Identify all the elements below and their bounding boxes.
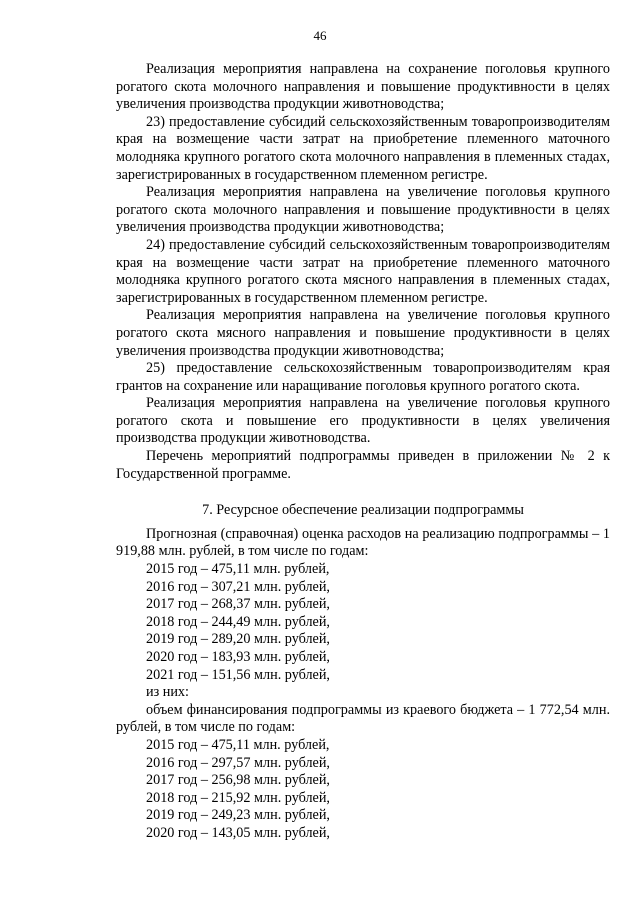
paragraph: Перечень мероприятий подпрограммы приведен в приложении № 2 к Государственной программе. bbox=[116, 448, 610, 482]
forecast-year-item: 2020 год – 183,93 млн. рублей, bbox=[146, 649, 330, 665]
forecast-year-item: 2018 год – 244,49 млн. рублей, bbox=[146, 613, 330, 630]
regional-year-item: 2016 год – 297,57 млн. рублей, bbox=[146, 754, 330, 771]
forecast-year-item: 2021 год – 151,56 млн. рублей, bbox=[146, 666, 330, 683]
paragraph: 23) предоставление субсидий сельскохозяйственным товаропроизводителям края на возмещение части затрат на приобретение племенного маточного молодняка крупного рогатого скота молочного направления в племенных стадах, зарегистрированных в государственном племенном регистре. bbox=[116, 113, 610, 183]
forecast-year-item: 2015 год – 475,11 млн. рублей, bbox=[146, 561, 330, 578]
regional-year-item: 2017 год – 256,98 млн. рублей, bbox=[146, 772, 330, 789]
paragraph: 24) предоставление субсидий сельскохозяйственным товаропроизводителям края на возмещение части затрат на приобретение племенного маточного молодняка крупного рогатого скота мясного направления в племенных стадах, зарегистрированных в государственном племенном регистре. bbox=[116, 236, 610, 306]
forecast-year-item: 2019 год – 289,20 млн. рублей, bbox=[146, 631, 330, 648]
of-them-label: из них: bbox=[146, 684, 189, 701]
regional-year-item: 2019 год – 249,23 млн. рублей, bbox=[146, 807, 330, 824]
regional-year-item: 2018 год – 215,92 млн. рублей, bbox=[146, 789, 330, 806]
regional-budget-intro: объем финансирования подпрограммы из краевого бюджета – 1 772,54 млн. рублей, в том числе по годам: bbox=[116, 701, 610, 736]
forecast-year-item: 2017 год – 268,37 млн. рублей, bbox=[146, 596, 330, 613]
regional-year-item: 2015 год – 475,11 млн. рублей, bbox=[146, 736, 330, 753]
page-number: 46 bbox=[313, 28, 327, 43]
paragraph: Реализация мероприятия направлена на сохранение поголовья крупного рогатого скота молочного направления и повышение продуктивности в целях увеличения производства продукции животноводства; bbox=[116, 61, 610, 113]
regional-year-item: 2020 год – 143,05 млн. рублей, bbox=[146, 824, 330, 841]
document-body bbox=[116, 61, 610, 843]
paragraph: Реализация мероприятия направлена на увеличение поголовья крупного рогатого скота мясного направления и повышение продуктивности в целях увеличения производства продукции животноводства; bbox=[116, 307, 610, 359]
forecast-year-item: 2016 год – 307,21 млн. рублей, bbox=[146, 578, 330, 595]
forecast-intro: Прогнозная (справочная) оценка расходов на реализацию подпрограммы – 1 919,88 млн. рублей, в том числе по годам: bbox=[116, 525, 610, 560]
paragraph: Реализация мероприятия направлена на увеличение поголовья крупного рогатого скота и повышение его продуктивности в целях увеличения производства продукции животноводства. bbox=[116, 395, 610, 447]
section-heading: 7. Ресурсное обеспечение реализации подпрограммы bbox=[202, 502, 524, 519]
paragraph: 25) предоставление сельскохозяйственным товаропроизводителям края грантов на сохранение или наращивание поголовья крупного рогатого скота. bbox=[116, 360, 610, 394]
paragraph: Реализация мероприятия направлена на увеличение поголовья крупного рогатого скота молочного направления и повышение продуктивности в целях увеличения производства продукции животноводства; bbox=[116, 184, 610, 236]
